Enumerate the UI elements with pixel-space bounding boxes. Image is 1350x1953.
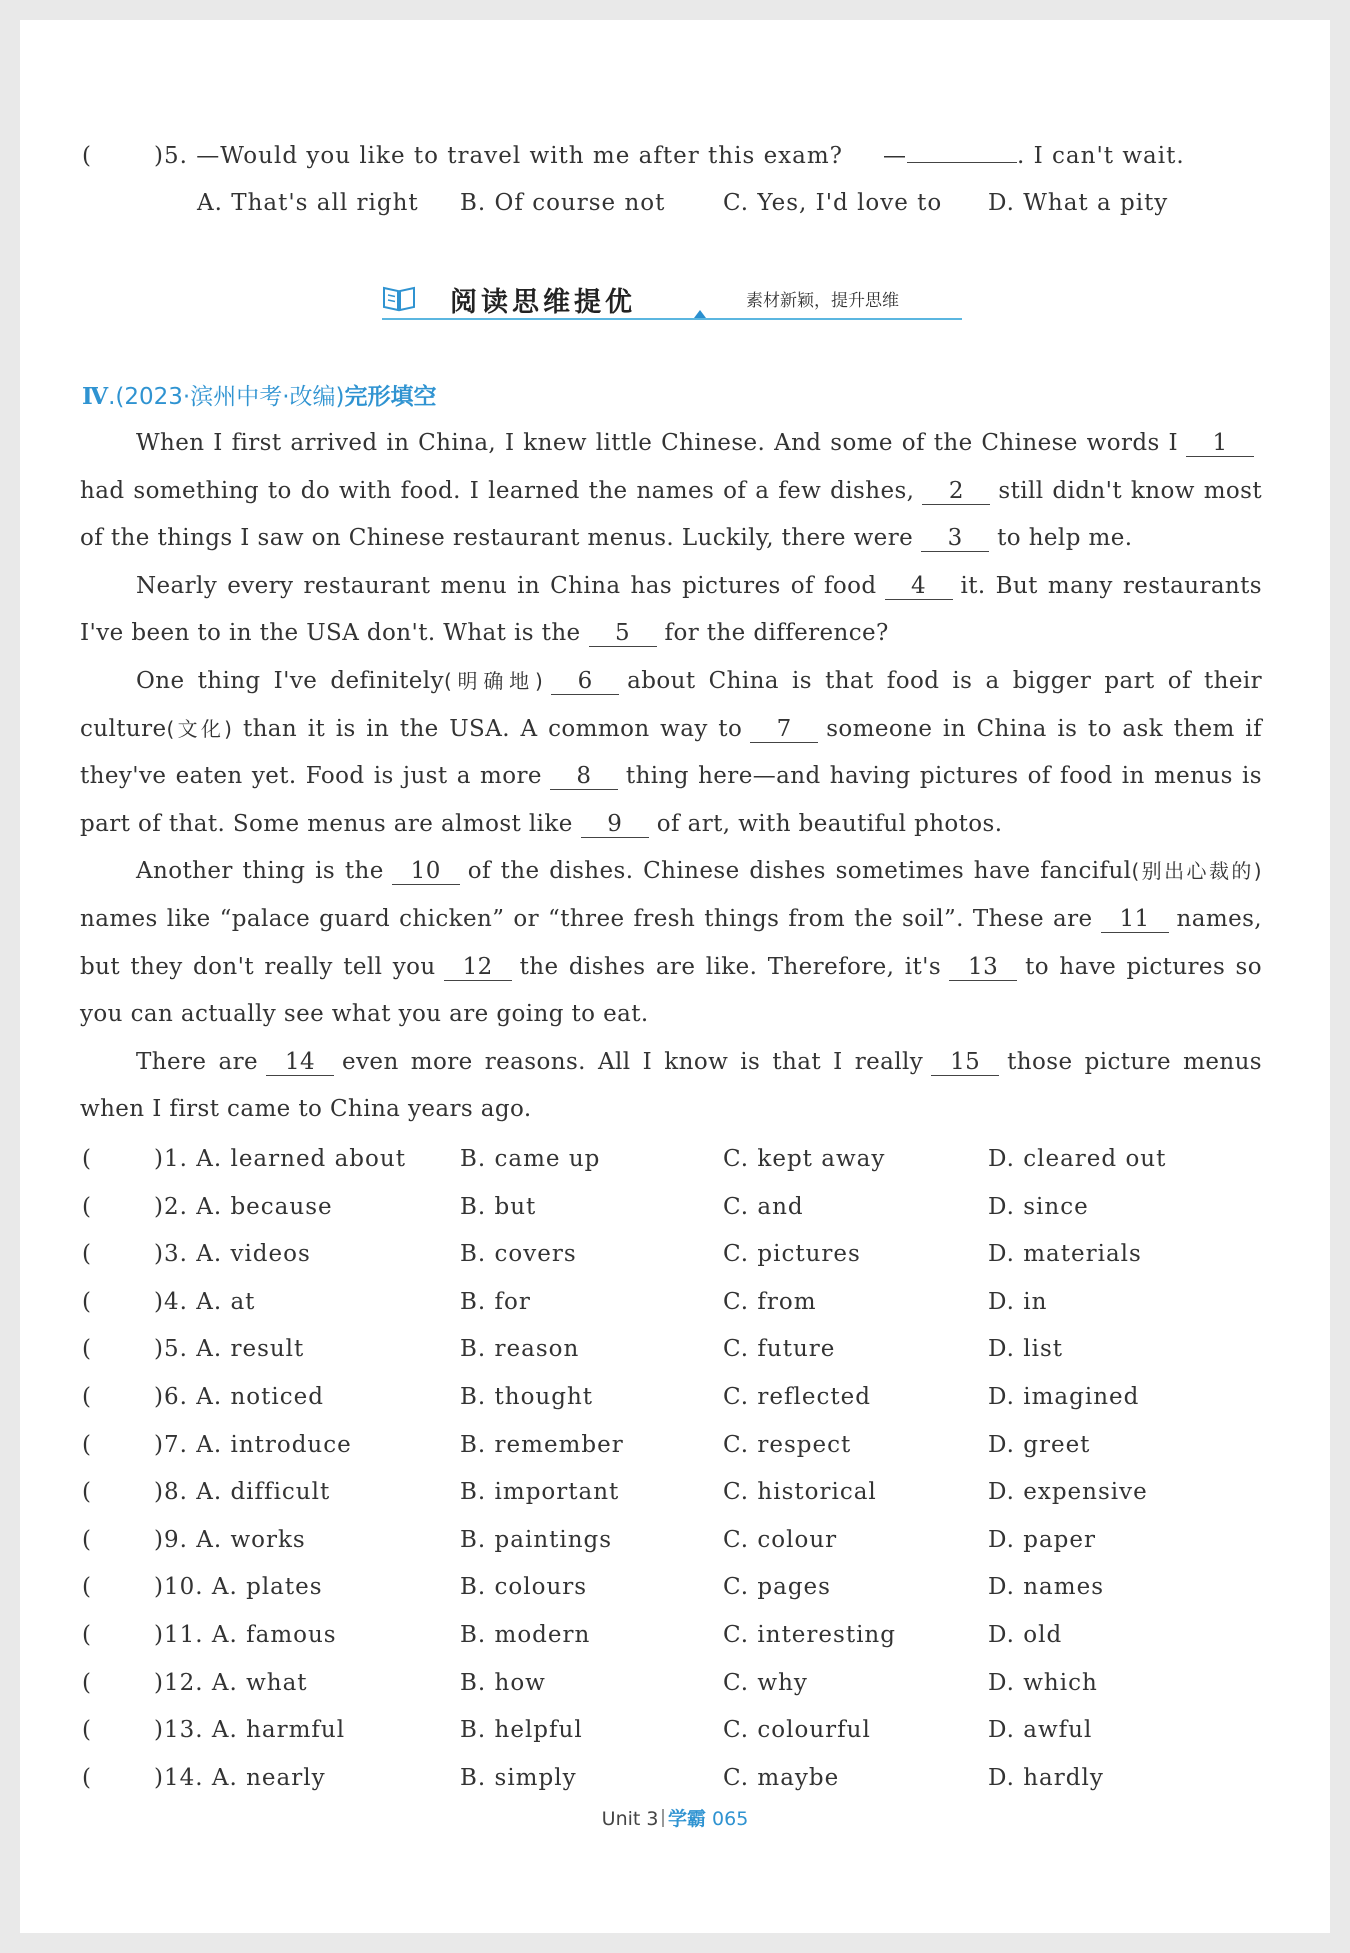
choice-b: B. came up [460, 1146, 601, 1172]
choice-a: )2. A. because [154, 1194, 333, 1220]
choice-d: D. hardly [988, 1765, 1104, 1791]
blank-3[interactable]: 3 [921, 525, 989, 552]
answer-paren[interactable]: ( [82, 1622, 92, 1648]
question-tail: . I can't wait. [1017, 143, 1185, 169]
choice-a: )13. A. harmful [154, 1717, 346, 1743]
choice-c: C. colourful [723, 1717, 871, 1743]
choice-a: )7. A. introduce [154, 1432, 352, 1458]
banner-subtitle: 素材新颖，提升思维 [746, 291, 899, 311]
choice-b: B. modern [460, 1622, 591, 1648]
banner-marker [694, 310, 706, 318]
section-banner [382, 278, 962, 322]
choice-b: B. paintings [460, 1527, 613, 1553]
passage-text: to help me. [997, 525, 1133, 552]
choice-a: )4. A. at [154, 1289, 256, 1315]
choice-d: D. since [988, 1194, 1089, 1220]
choice-row [82, 1479, 330, 1505]
choice-d: D. list [988, 1336, 1064, 1362]
choice-a: )6. A. noticed [154, 1384, 324, 1410]
section-number: Ⅳ [82, 383, 109, 410]
section-type: 完形填空 [344, 384, 437, 410]
option-d: D. What a pity [988, 190, 1169, 216]
blank-1[interactable]: 1 [1186, 430, 1254, 457]
blank-15[interactable]: 15 [931, 1049, 999, 1076]
blank-8[interactable]: 8 [550, 763, 618, 790]
choice-c: C. respect [723, 1432, 852, 1458]
choice-row [82, 1527, 306, 1553]
choice-row [82, 1432, 352, 1458]
choice-a: )1. A. learned about [154, 1146, 406, 1172]
banner-underline [382, 318, 962, 320]
answer-paren[interactable]: ( [82, 1432, 92, 1458]
choice-row [82, 1670, 308, 1696]
choice-c: C. maybe [723, 1765, 840, 1791]
choice-d: D. names [988, 1574, 1104, 1600]
passage-text: There are [136, 1048, 259, 1075]
passage-text: still didn't know most of the things I saw on Chinese restaurant menus. Luckily, there were [80, 477, 1262, 552]
footer-divider [662, 1809, 664, 1827]
blank-14[interactable]: 14 [266, 1049, 334, 1076]
question-stem: )5. —Would you like to travel with me after this exam? [154, 143, 844, 169]
blank-13[interactable]: 13 [949, 954, 1017, 981]
blank-7[interactable]: 7 [750, 716, 818, 743]
choice-b: B. for [460, 1289, 531, 1315]
choice-c: C. why [723, 1670, 808, 1696]
passage-text: Another thing is the [136, 858, 384, 885]
footer-unit: Unit 3 [601, 1808, 659, 1830]
paragraph-5 [80, 1039, 1262, 1134]
passage-text: the dishes are like. Therefore, it's [519, 953, 942, 980]
choice-d: D. old [988, 1622, 1063, 1648]
choice-d: D. in [988, 1289, 1048, 1315]
choice-d: D. paper [988, 1527, 1097, 1553]
choice-a: )10. A. plates [154, 1574, 323, 1600]
choice-a: )12. A. what [154, 1670, 308, 1696]
choice-c: C. future [723, 1336, 836, 1362]
choice-b: B. how [460, 1670, 546, 1696]
choice-d: D. awful [988, 1717, 1093, 1743]
choice-d: D. expensive [988, 1479, 1148, 1505]
blank-2[interactable]: 2 [922, 478, 990, 505]
blank-4[interactable]: 4 [885, 573, 953, 600]
choice-c: C. colour [723, 1527, 838, 1553]
choice-a: )14. A. nearly [154, 1765, 326, 1791]
paragraph-1 [80, 420, 1262, 563]
chinese-gloss: (别出心裁的) [1131, 859, 1263, 884]
footer-brand: 学霸 [667, 1808, 706, 1830]
passage-text: One thing I've definitely [136, 667, 444, 694]
paragraph-3 [80, 658, 1262, 848]
answer-paren[interactable]: ( [82, 143, 92, 169]
passage-text: When I first arrived in China, I knew little Chinese. And some of the Chinese words I [136, 430, 1178, 456]
answer-paren[interactable]: ( [82, 1670, 92, 1696]
passage-text: of art, with beautiful photos. [656, 810, 1003, 837]
question-5-stem [82, 142, 1185, 169]
choice-row [82, 1717, 345, 1743]
choice-c: C. pages [723, 1574, 831, 1600]
choice-c: C. from [723, 1289, 817, 1315]
choice-b: B. colours [460, 1574, 588, 1600]
paragraph-4 [80, 848, 1262, 1038]
choice-a: )9. A. works [154, 1527, 306, 1553]
book-icon [382, 284, 416, 312]
section-source: .(2023·滨州中考·改编) [108, 384, 345, 410]
answer-paren[interactable]: ( [82, 1384, 92, 1410]
page-footer [0, 1804, 1350, 1831]
blank-10[interactable]: 10 [392, 858, 460, 885]
choice-c: C. interesting [723, 1622, 896, 1648]
choice-row [82, 1289, 255, 1315]
choice-c: C. kept away [723, 1146, 886, 1172]
passage-text: thing here—and having pictures of food in menus is part of that. Some menus are almost like [80, 763, 1262, 837]
choice-a: )8. A. difficult [154, 1479, 331, 1505]
passage-text: someone in China is to ask them if they've eaten yet. Food is just a more [80, 715, 1262, 790]
option-b: B. Of course not [460, 190, 666, 216]
passage-text: it. But many restaurants I've been to in the USA don't. What is the [80, 572, 1262, 647]
choice-b: B. reason [460, 1336, 580, 1362]
choice-b: B. remember [460, 1432, 624, 1458]
passage-text: of the dishes. Chinese dishes sometimes have fanciful [467, 858, 1132, 885]
page-number: 065 [712, 1808, 749, 1830]
choice-b: B. thought [460, 1384, 594, 1410]
choice-a: )3. A. videos [154, 1241, 311, 1267]
choice-row [82, 1384, 324, 1410]
choice-c: C. historical [723, 1479, 877, 1505]
answer-paren[interactable]: ( [82, 1765, 92, 1791]
passage-text: than it is in the USA. A common way to [242, 715, 743, 742]
choice-c: C. pictures [723, 1241, 861, 1267]
blank-11[interactable]: 11 [1101, 906, 1169, 933]
choice-row [82, 1241, 311, 1267]
choice-a: )5. A. result [154, 1336, 305, 1362]
choice-d: D. imagined [988, 1384, 1140, 1410]
blank-9[interactable]: 9 [581, 811, 649, 838]
choice-b: B. important [460, 1479, 620, 1505]
answer-paren[interactable]: ( [82, 1241, 92, 1267]
blank-6[interactable]: 6 [551, 668, 619, 695]
choice-c: C. and [723, 1194, 804, 1220]
blank-12[interactable]: 12 [444, 954, 512, 981]
passage-text: Nearly every restaurant menu in China has pictures of food [136, 572, 877, 599]
blank-5[interactable]: 5 [589, 620, 657, 647]
passage-text: names, but they don't really tell you [80, 905, 1262, 980]
choice-row [82, 1765, 326, 1791]
option-a: A. That's all right [197, 190, 419, 216]
answer-paren[interactable]: ( [82, 1289, 92, 1315]
passage-text: for the difference? [664, 620, 889, 647]
choice-d: D. which [988, 1670, 1098, 1696]
answer-paren[interactable]: ( [82, 1146, 92, 1172]
answer-paren[interactable]: ( [82, 1479, 92, 1505]
choice-b: B. but [460, 1194, 537, 1220]
choice-row [82, 1336, 304, 1362]
answer-paren[interactable]: ( [82, 1717, 92, 1743]
choice-b: B. covers [460, 1241, 577, 1267]
answer-paren[interactable]: ( [82, 1194, 92, 1220]
chinese-gloss: (明确地) [443, 668, 544, 693]
cloze-passage [80, 420, 1262, 1134]
choice-c: C. reflected [723, 1384, 871, 1410]
choice-row [82, 1194, 333, 1220]
choice-d: D. greet [988, 1432, 1091, 1458]
answer-paren[interactable]: ( [82, 1336, 92, 1362]
choice-b: B. simply [460, 1765, 577, 1791]
choice-row [82, 1574, 323, 1600]
choice-b: B. helpful [460, 1717, 583, 1743]
dash: — [883, 143, 908, 169]
banner-title: 阅读思维提优 [450, 287, 636, 318]
choice-row [82, 1622, 337, 1648]
answer-paren[interactable]: ( [82, 1574, 92, 1600]
choice-d: D. materials [988, 1241, 1142, 1267]
answer-paren[interactable]: ( [82, 1527, 92, 1553]
section-heading [82, 378, 437, 411]
chinese-gloss: (文化) [166, 716, 233, 741]
passage-text: had something to do with food. I learned the names of a few dishes, [80, 477, 915, 504]
passage-text: about China is that food is a bigger part of their culture [80, 667, 1263, 742]
answer-blank[interactable] [907, 142, 1017, 163]
option-c: C. Yes, I'd love to [723, 190, 943, 216]
choice-a: )11. A. famous [154, 1622, 337, 1648]
passage-text: even more reasons. All I know is that I really [342, 1048, 924, 1075]
passage-text: to have pictures so you can actually see what you are going to eat. [80, 953, 1262, 1028]
passage-text: names like “palace guard chicken” or “three fresh things from the soil”. These are [80, 905, 1093, 932]
passage-text: those picture menus when I first came to China years ago. [80, 1048, 1263, 1123]
paragraph-2 [80, 563, 1262, 658]
choice-d: D. cleared out [988, 1146, 1167, 1172]
choice-row [82, 1146, 406, 1172]
